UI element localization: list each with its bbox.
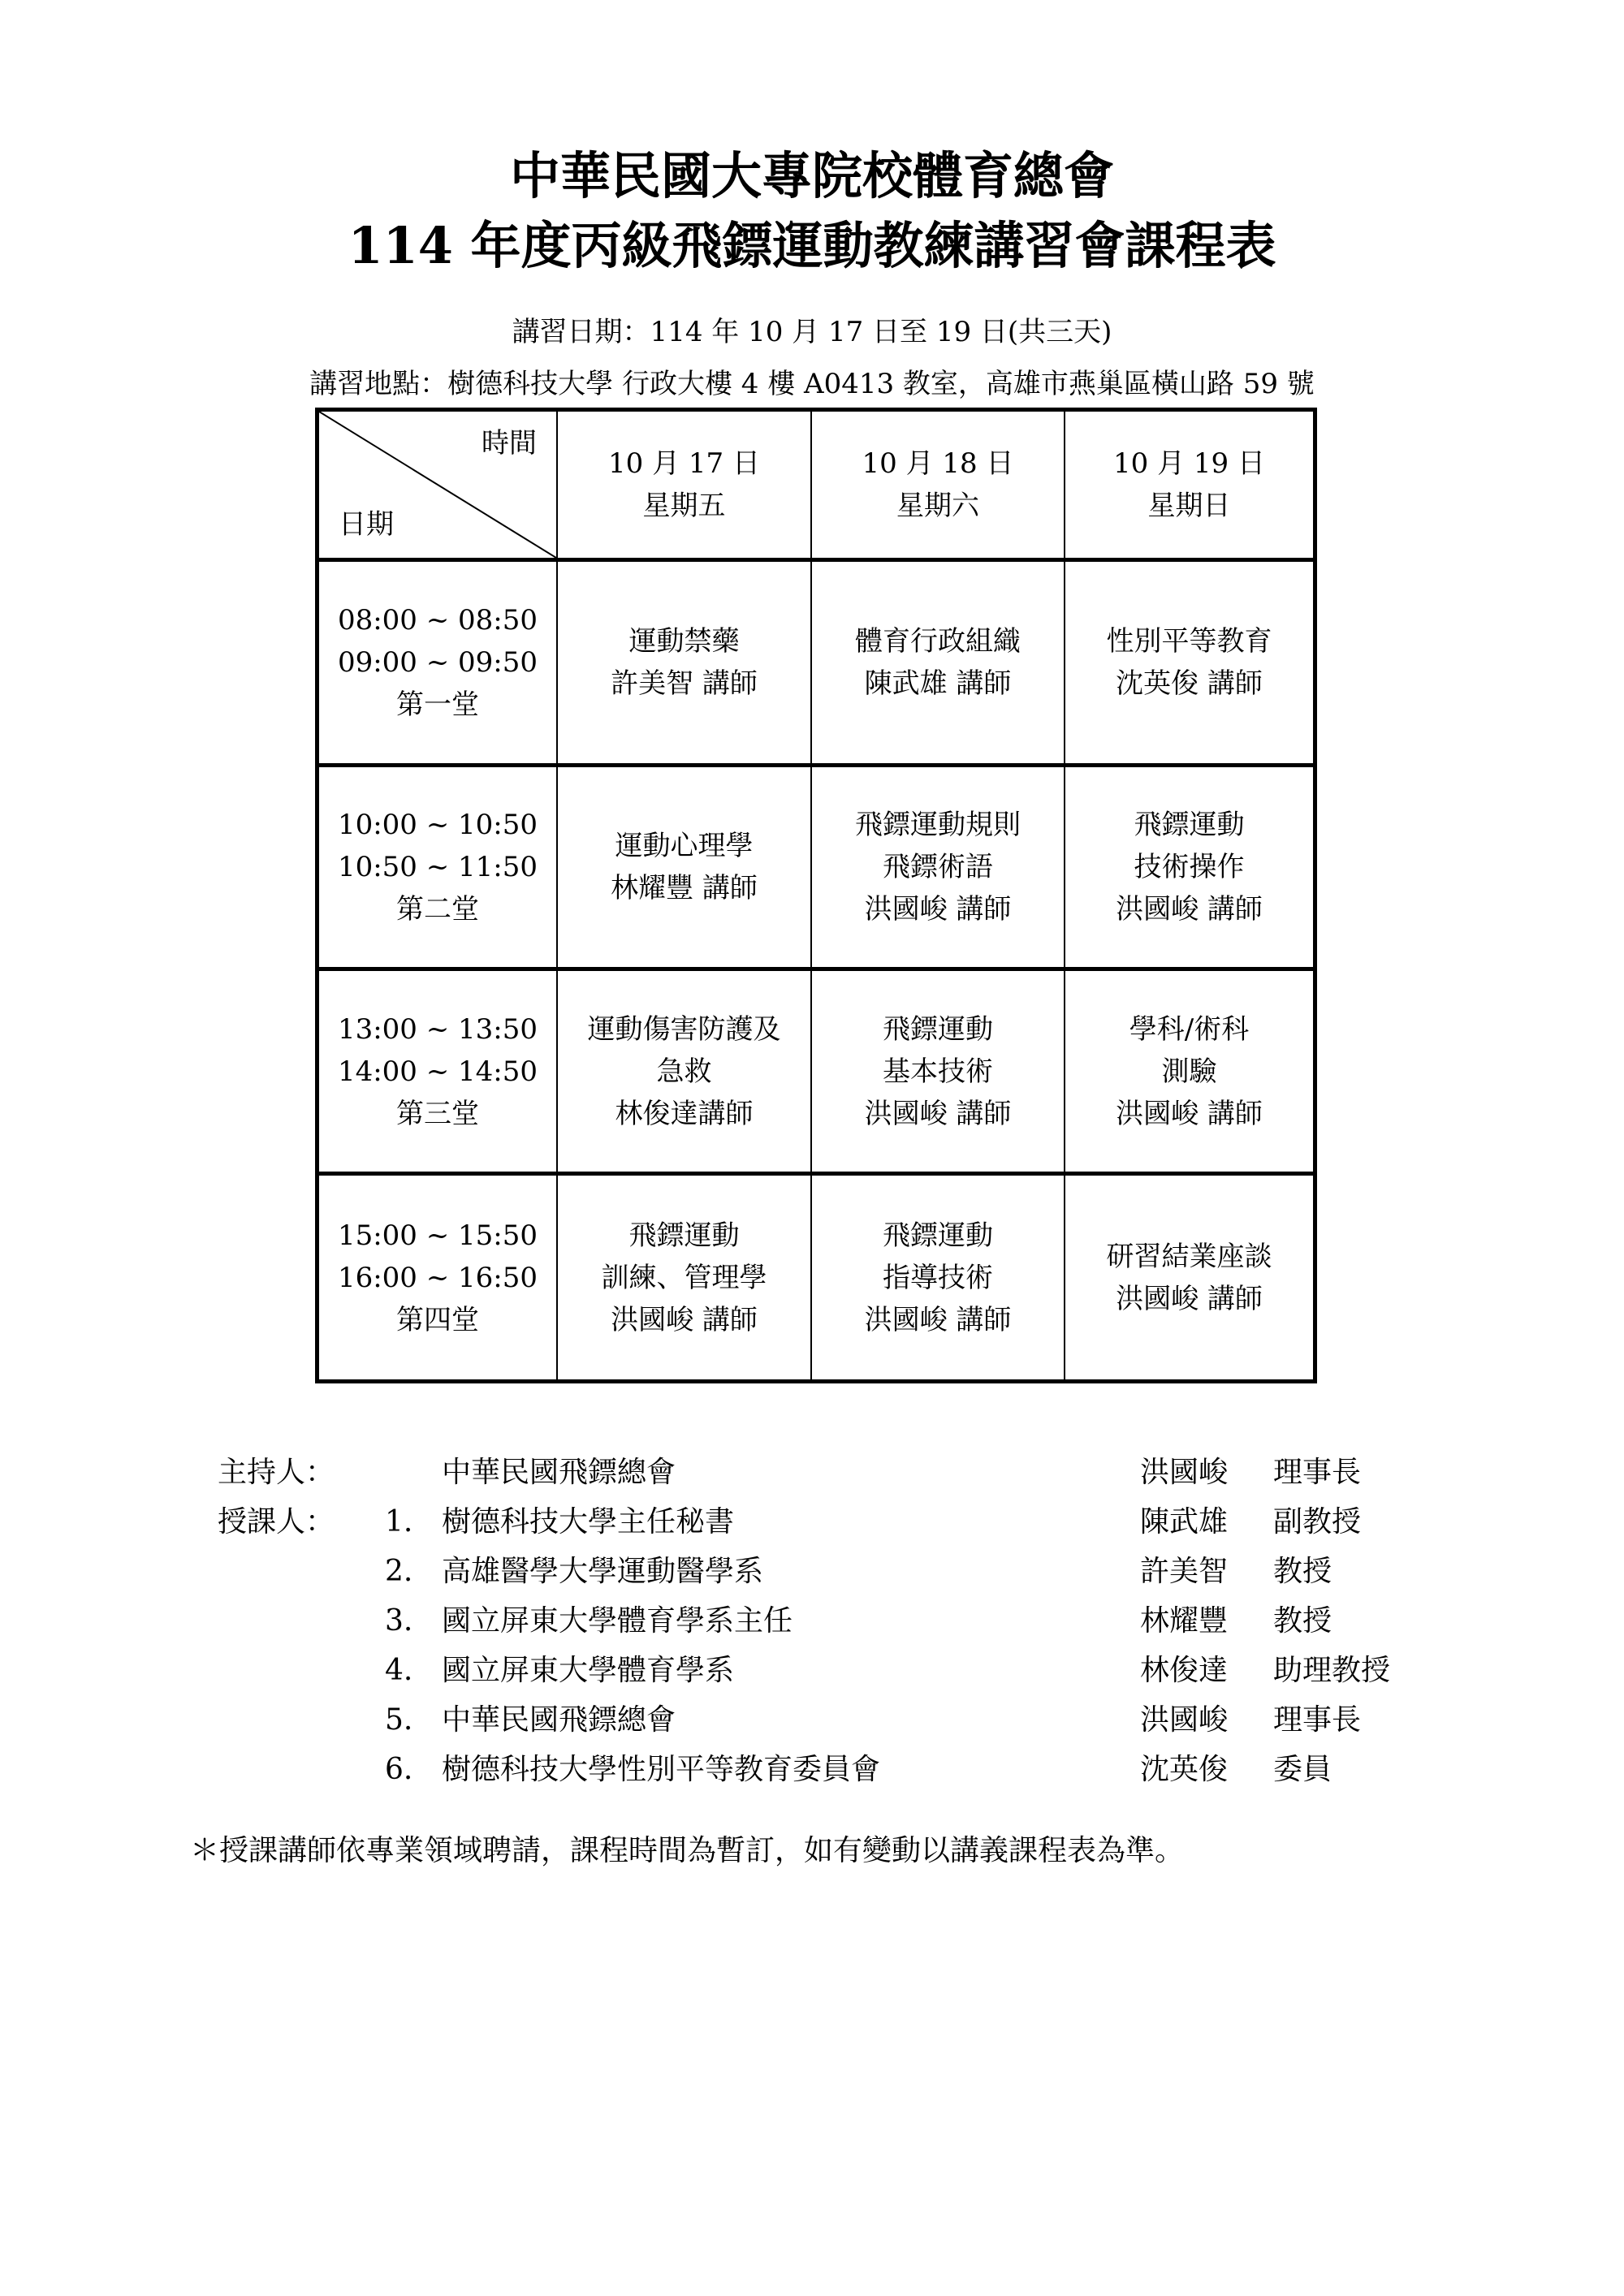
instructor-title: 助理教授 [1273,1654,1391,1687]
session-line: 林耀豐 講師 [611,872,758,904]
day-header [812,412,1064,558]
session-line: 許美智 講師 [611,667,758,700]
session-cell [558,562,810,763]
session-cell [1065,562,1313,763]
session-line: 洪國峻 講師 [864,1097,1012,1130]
session-line: 陳武雄 講師 [864,667,1012,700]
instructor-number: 5. [385,1703,413,1737]
session-line: 指導技術 [883,1261,993,1294]
session-line: 飛鏢運動規則 [855,809,1021,841]
session-line: 洪國峻 講師 [864,893,1012,926]
day-date: 10 月 18 日 [862,447,1014,480]
session-line: 測驗 [1161,1055,1217,1088]
footnote: ＊授課講師依專業領域聘請，課程時間為暫訂，如有變動以講義課程表為準。 [190,1834,1185,1867]
instructor-name: 洪國峻 [1140,1703,1229,1737]
instructor-name: 林俊達 [1140,1654,1229,1687]
instructor-title: 副教授 [1273,1505,1362,1539]
session-cell [812,1176,1064,1379]
session-line: 洪國峻 講師 [611,1303,758,1336]
session-cell [1065,971,1313,1172]
session-line: 洪國峻 講師 [864,1303,1012,1336]
period-time-2: 10:50 ~ 11:50 [337,851,538,883]
session-cell [1065,1176,1313,1379]
instructor-title: 教授 [1273,1604,1332,1638]
instructor-title: 教授 [1273,1555,1332,1588]
header-time-label: 時間 [482,427,537,460]
day-header [558,412,810,558]
period-time-1: 10:00 ~ 10:50 [337,809,538,841]
document-title: 中華民國大專院校體育總會 [509,146,1114,205]
instructor-org: 樹德科技大學性別平等教育委員會 [442,1753,881,1786]
session-line: 學科/術科 [1129,1012,1250,1046]
day-weekday: 星期五 [642,490,726,522]
instructor-org: 高雄醫學大學運動醫學系 [442,1555,764,1588]
session-line: 飛鏢運動 [1134,809,1245,841]
instructor-name: 許美智 [1140,1555,1229,1588]
period-time-2: 16:00 ~ 16:50 [337,1261,538,1294]
instructor-org: 中華民國飛鏢總會 [442,1703,676,1737]
instructor-title: 委員 [1273,1753,1332,1786]
day-header [1065,412,1313,558]
period-time-cell [319,1176,556,1379]
instructor-number: 3. [385,1604,413,1638]
host-label: 主持人： [218,1456,335,1489]
session-line: 訓練、管理學 [601,1261,767,1294]
day-weekday: 星期六 [896,490,979,522]
period-name: 第一堂 [396,688,479,721]
session-line: 基本技術 [883,1055,993,1088]
instructor-number: 6. [385,1753,413,1786]
session-line: 沈英俊 講師 [1116,667,1263,700]
instructor-number: 2. [385,1555,413,1588]
instructor-name: 陳武雄 [1140,1505,1229,1539]
period-time-2: 14:00 ~ 14:50 [337,1055,538,1088]
document-subtitle: 114 年度丙級飛鏢運動教練講習會課程表 [348,216,1276,275]
session-cell [558,767,810,967]
period-time-1: 13:00 ~ 13:50 [337,1012,538,1046]
session-line: 洪國峻 講師 [1116,893,1263,926]
instructor-org: 樹德科技大學主任秘書 [442,1505,735,1539]
session-cell [558,1176,810,1379]
header-date-label: 日期 [339,508,394,541]
session-line: 飛鏢運動 [883,1012,993,1046]
host-name: 洪國峻 [1140,1456,1229,1489]
period-time-cell [319,971,556,1172]
instructor-title: 理事長 [1273,1703,1362,1737]
period-time-1: 15:00 ~ 15:50 [337,1219,538,1252]
host-title: 理事長 [1273,1456,1362,1489]
session-line: 急救 [656,1055,712,1088]
session-line: 林俊達講師 [615,1097,754,1130]
session-cell [558,971,810,1172]
instructor-org: 國立屏東大學體育學系 [442,1654,735,1687]
session-line: 飛鏢術語 [883,851,993,883]
session-line: 飛鏢運動 [628,1219,740,1252]
session-line: 運動心理學 [615,830,754,862]
session-line: 洪國峻 講師 [1116,1097,1263,1130]
session-line: 運動禁藥 [628,625,740,658]
session-cell [1065,767,1313,967]
session-cell [812,767,1064,967]
day-weekday: 星期日 [1147,490,1231,522]
session-line: 體育行政組織 [855,625,1021,658]
session-line: 洪國峻 講師 [1116,1282,1263,1315]
session-line: 性別平等教育 [1106,625,1272,658]
instructor-name: 林耀豐 [1140,1604,1229,1638]
period-name: 第二堂 [396,893,479,926]
instructors-label: 授課人： [218,1505,335,1539]
period-time-2: 09:00 ~ 09:50 [337,646,538,679]
period-time-cell [319,767,556,967]
instructor-name: 沈英俊 [1140,1753,1229,1786]
host-org: 中華民國飛鏢總會 [442,1456,676,1489]
schedule-table [315,408,1317,1383]
instructor-org: 國立屏東大學體育學系主任 [442,1604,793,1638]
instructor-number: 1. [385,1505,413,1539]
session-line: 飛鏢運動 [883,1219,993,1252]
period-name: 第三堂 [396,1097,479,1130]
period-time-1: 08:00 ~ 08:50 [337,604,538,637]
session-cell [812,971,1064,1172]
day-date: 10 月 17 日 [608,447,760,480]
period-time-cell [319,562,556,763]
session-line: 運動傷害防護及 [587,1012,781,1046]
training-location: 講習地點：樹德科技大學 行政大樓 4 樓 A0413 教室，高雄市燕巢區橫山路 59 號 [309,368,1315,400]
session-cell [812,562,1064,763]
day-date: 10 月 19 日 [1113,447,1265,480]
period-name: 第四堂 [396,1303,479,1336]
instructor-number: 4. [385,1654,413,1687]
session-line: 研習結業座談 [1106,1240,1272,1273]
session-line: 技術操作 [1134,851,1245,883]
training-date: 講習日期：114 年 10 月 17 日至 19 日(共三天) [512,316,1112,348]
